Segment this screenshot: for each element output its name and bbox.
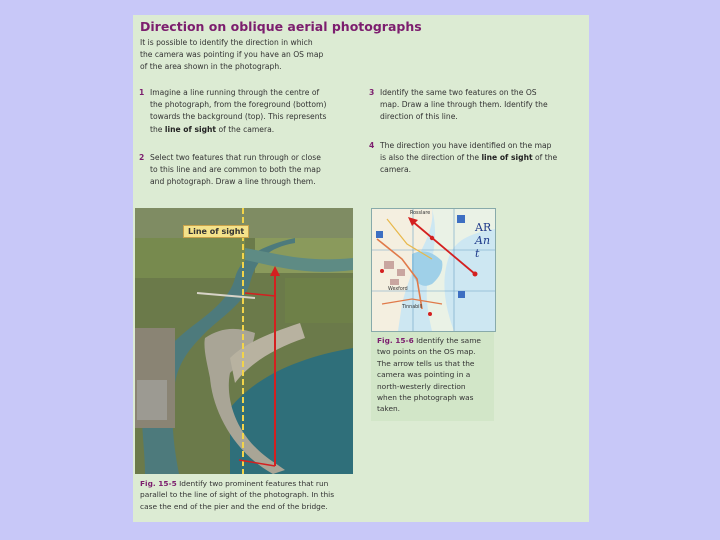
line-of-sight-term: line of sight [481,153,533,163]
step-text: the [150,124,165,134]
step-text: is also the direction of the [380,153,482,163]
fig-15-6-caption-box [371,332,494,421]
step-line: map. Draw a line through them. Identify the [380,100,548,110]
os-map [371,208,496,332]
step-line: Imagine a line running through the centre of [150,88,320,97]
fig-15-5-label: Fig. 15-5 [140,479,177,488]
caption-line: north-westerly direction [377,381,466,391]
aerial-photo-illustration [135,208,353,474]
caption-line: camera was pointing in a [377,370,471,380]
step-number: 1 [139,88,145,97]
page-title: Direction on oblique aerial photographs [140,19,422,34]
map-overlay-text [475,221,495,260]
caption-text: Identify two prominent features that run [176,479,329,488]
step-1 [139,87,360,136]
step-line: Select two features that run through or close [150,153,321,162]
caption-text: Identify the same [413,336,481,345]
step-line: camera. [380,165,412,175]
line-of-sight-label: Line of sight [183,225,249,238]
map-overlay-line: An t [475,234,491,260]
caption-line: two points on the OS map. [377,347,476,357]
textbook-page [133,15,589,522]
step-line: the photograph, from the foreground (bottom) [150,100,327,110]
step-3 [369,87,588,124]
step-2 [139,152,360,189]
step-line: direction of this line. [380,112,458,122]
step-text: of the camera. [216,124,275,134]
caption-line: parallel to the line of sight of the photograph. In this [140,490,335,500]
step-line: The direction you have identified on the map [380,141,552,150]
fig-15-5-caption [140,478,360,512]
map-overlay-line: AR [475,221,492,234]
intro-line: of the area shown in the photograph. [140,62,282,72]
map-place-label: Wexford [388,287,408,292]
step-number: 2 [139,153,145,162]
map-place-label: Rosslare [410,211,431,216]
step-line: towards the background (top). This represents [150,112,327,122]
step-line: and photograph. Draw a line through them. [150,177,316,187]
step-line: Identify the same two features on the OS [380,88,537,97]
fig-15-6-label: Fig. 15-6 [377,336,414,345]
step-4 [369,140,588,177]
caption-line: taken. [377,404,401,414]
caption-line [377,335,494,346]
intro-line: the camera was pointing if you have an OS map [140,50,324,60]
aerial-photograph [135,208,353,474]
intro-line: It is possible to identify the direction in which [140,38,313,47]
fig-15-6-caption [377,335,494,415]
caption-line [140,478,360,489]
step-line: to this line and are common to both the map [150,165,321,175]
step-text: of the [532,153,558,163]
caption-line: when the photograph was [377,393,474,403]
step-number: 3 [369,88,375,97]
intro-paragraph [140,37,323,74]
step-line [380,152,588,164]
map-place-label: Tinnabill [402,305,423,310]
step-line [150,124,360,136]
caption-line: case the end of the pier and the end of the bridge. [140,501,328,511]
line-of-sight-term: line of sight [164,124,217,134]
step-number: 4 [369,141,375,150]
caption-line: The arrow tells us that the [377,358,475,368]
